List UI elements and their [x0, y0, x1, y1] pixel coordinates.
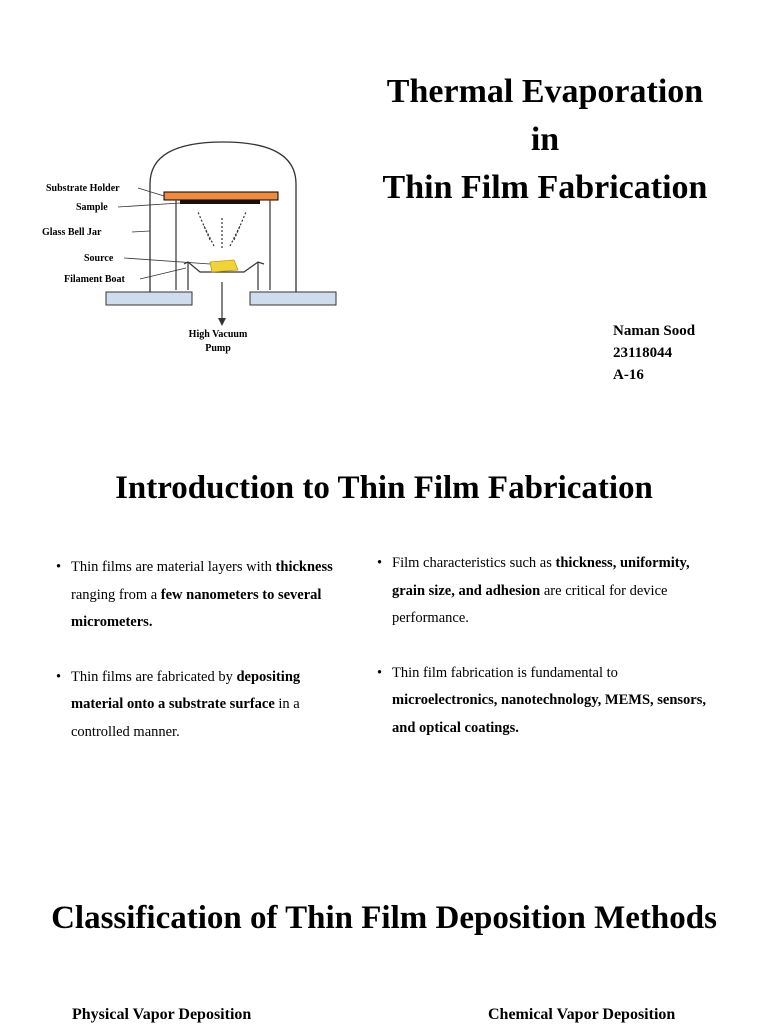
source-material: [210, 260, 238, 272]
pvd-label: Physical Vapor Deposition: [72, 1006, 252, 1023]
intro-bullets-left: [56, 554, 356, 773]
label-sample: Sample: [76, 202, 108, 213]
intro-bullets-right: [377, 550, 712, 769]
bullet-item: • Thin film fabrication is fundamental to microelectronics, nanotechnology, MEMS, sensors, and optical coatings.: [377, 660, 712, 743]
label-glass-bell-jar: Glass Bell Jar: [42, 227, 102, 238]
intro-heading: Introduction to Thin Film Fabrication: [115, 470, 653, 506]
pump-arrow: [218, 318, 226, 326]
label-substrate-holder: Substrate Holder: [46, 183, 120, 194]
bullet-item: • Film characteristics such as thickness, uniformity, grain size, and adhesion are critical for device performance.: [377, 550, 712, 633]
sample: [180, 200, 260, 204]
substrate-holder: [164, 192, 278, 200]
author-info: [613, 320, 695, 386]
author-name: Naman Sood: [613, 323, 696, 339]
base-plate-right: [250, 292, 336, 305]
label-source: Source: [84, 253, 114, 264]
title-line-3: Thin Film Fabrication: [382, 169, 708, 206]
vapor-arrows: [198, 212, 246, 248]
label-filament-boat: Filament Boat: [64, 274, 125, 285]
bullet-item: • Thin films are fabricated by depositing material onto a substrate surface in a controlled manner.: [56, 664, 356, 747]
author-roll: 23118044: [613, 345, 673, 361]
bullet-item: • Thin films are material layers with thickness ranging from a few nanometers to several micrometers.: [56, 554, 356, 637]
thermal-evaporation-diagram: [38, 140, 350, 360]
slide-title: [370, 68, 720, 212]
label-pump-line1: High Vacuum: [188, 329, 248, 340]
label-pump-line2: Pump: [205, 343, 231, 354]
classification-heading: Classification of Thin Film Deposition Methods: [51, 900, 717, 936]
title-line-1: Thermal Evaporation: [386, 73, 704, 110]
author-group: A-16: [613, 367, 644, 383]
title-line-2: in: [530, 121, 560, 158]
cvd-label: Chemical Vapor Deposition: [488, 1006, 676, 1023]
base-plate-left: [106, 292, 192, 305]
